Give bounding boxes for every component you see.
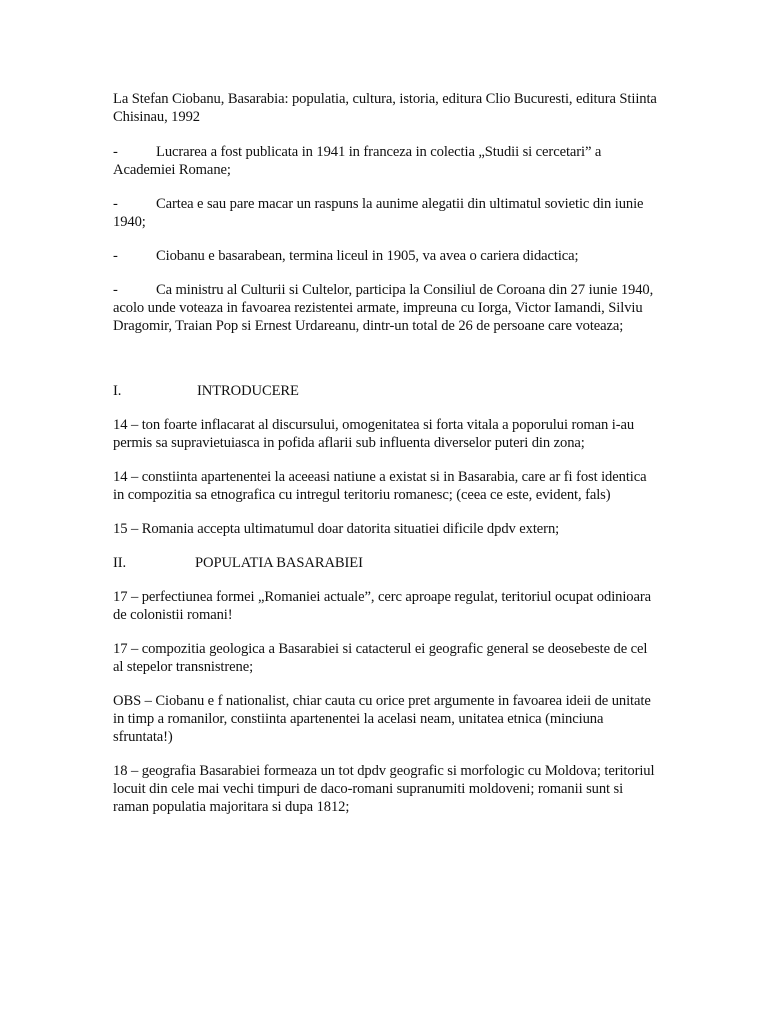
section-number: I. [113, 383, 122, 399]
section-number: II. [113, 555, 127, 571]
source-reference: La Stefan Ciobanu, Basarabia: populatia, cultura, istoria, editura Clio Bucuresti, editura Stiinta Chisinau, 1992 [113, 91, 657, 125]
bullet-marker: - [113, 248, 118, 264]
section-heading-populatia [113, 554, 658, 572]
bullet-item [113, 143, 658, 179]
document-page [113, 90, 658, 832]
bullet-marker: - [113, 196, 118, 212]
bullet-text: Cartea e sau pare macar un raspuns la aunime alegatii din ultimatul sovietic din iunie 1940; [113, 196, 644, 230]
bullet-item [113, 247, 658, 265]
note-paragraph: 18 – geografia Basarabiei formeaza un tot dpdv geografic si morfologic cu Moldova; teritoriul locuit din cele mai vechi timpuri de daco-romani supranumiti moldoveni; romanii sunt si raman populatia majoritara si dupa 1812; [113, 763, 655, 815]
section-heading-introducere [113, 382, 658, 400]
bullet-marker: - [113, 282, 118, 298]
note-paragraph: 17 – perfectiunea formei „Romaniei actuale”, cerc aproape regulat, teritoriul ocupat odinioara de colonistii romani! [113, 589, 652, 623]
bullet-text: Ciobanu e basarabean, termina liceul in 1905, va avea o cariera didactica; [156, 248, 579, 264]
bullet-text: Lucrarea a fost publicata in 1941 in franceza in colectia „Studii si cercetari” a Academiei Romane; [113, 144, 602, 178]
note-paragraph: OBS – Ciobanu e f nationalist, chiar cauta cu orice pret argumente in favoarea ideii de unitate in timp a romanilor, constiinta apartenentei la acelasi neam, unitatea etnica (minciuna sfruntata!) [113, 693, 651, 745]
note-paragraph: 14 – constiinta apartenentei la aceeasi natiune a existat si in Basarabia, care ar fi fost identica in compozitia sa etnografica cu intregul teritoriu romanesc; (ceea ce este, evident, fals) [113, 469, 647, 503]
note-paragraph: 15 – Romania accepta ultimatumul doar datorita situatiei dificile dpdv extern; [113, 521, 560, 537]
note-paragraph: 17 – compozitia geologica a Basarabiei si catacterul ei geografic general se deosebeste de cel al stepelor transnistrene; [113, 641, 648, 675]
bullet-item [113, 281, 658, 335]
section-title: POPULATIA BASARABIEI [195, 555, 363, 571]
bullet-item [113, 195, 658, 231]
note-paragraph: 14 – ton foarte inflacarat al discursului, omogenitatea si forta vitala a poporului roman i-au permis sa supravietuiasca in pofida aflarii sub influenta diverselor puteri din zona; [113, 417, 635, 451]
section-title: INTRODUCERE [197, 383, 299, 399]
bullet-marker: - [113, 144, 118, 160]
bullet-text: Ca ministru al Culturii si Cultelor, participa la Consiliul de Coroana din 27 iunie 1940, acolo unde voteaza in favoarea rezistentei armate, impreuna cu Iorga, Victor Iamandi, Silviu Dragomir, Traian Pop si Ernest Urdareanu, dintr-un total de 26 de persoane care voteaza; [113, 282, 654, 334]
